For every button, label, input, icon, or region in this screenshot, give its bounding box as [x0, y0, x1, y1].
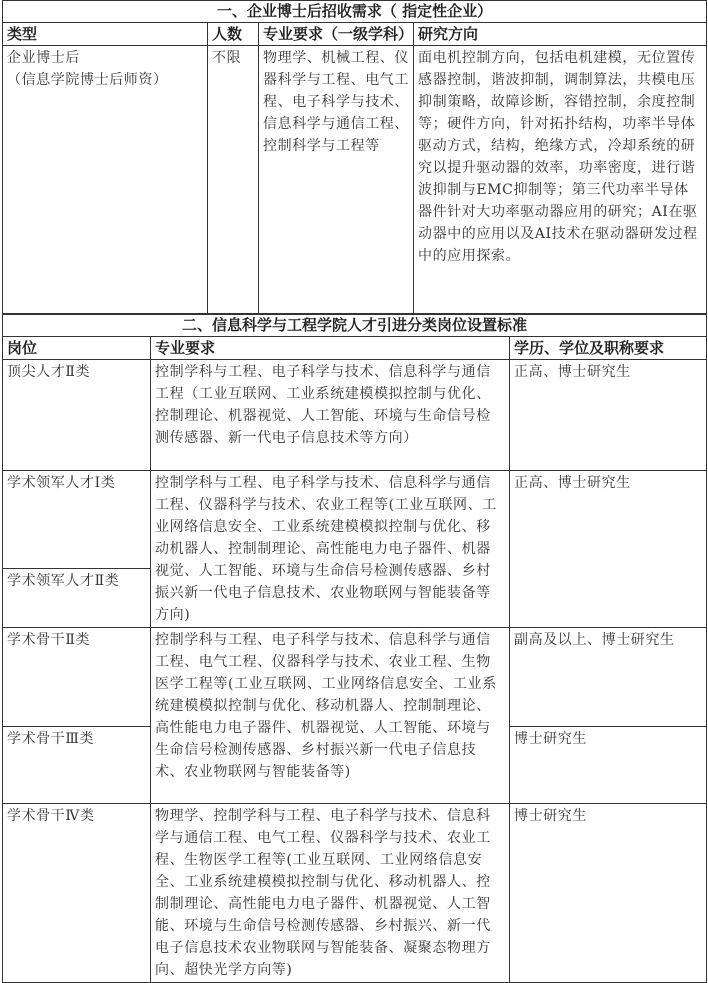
- req-backbone-3: 博士研究生: [510, 727, 707, 804]
- header-type: 类型: [3, 23, 208, 46]
- header-degree-req: 学历、学位及职称要求: [510, 337, 707, 360]
- req-backbone-2: 副高及以上、博士研究生: [510, 628, 707, 727]
- section1-title: 一、企业博士后招收需求（ 指定性企业）: [3, 1, 707, 23]
- post-leader-1: 学术领军人才Ⅰ类: [3, 471, 151, 569]
- postdoc-majors: 物理学、机械工程、仪器科学与工程、电气工程、电子科学与技术、信息科学与通信工程、控制科学与工程等: [259, 46, 414, 314]
- header-major: 专业要求（一级学科）: [259, 23, 414, 46]
- postdoc-direction: 面电机控制方向，包括电机建模，无位置传感器控制，谐波抑制，调制算法，共模电压抑制策略，故障诊断，容错控制，余度控制等；硬件方向，针对拓扑结构，功率半导体驱动方式，结构，绝缘方式，冷却系统的研究以提升驱动器的效率，功率密度，进行谐波抑制与EMC抑制等；第三代功率半导体器件针对大功率驱动器应用的研究；AI在驱动器中的应用以及AI技术在驱动器研发过程中的应用探索。: [414, 46, 707, 314]
- req-leader: 正高、博士研究生: [510, 471, 707, 628]
- position-standards-table: [2, 314, 707, 983]
- header-count: 人数: [208, 23, 259, 46]
- header-major-req: 专业要求: [151, 337, 510, 360]
- major-leader: 控制学科与工程、电子科学与技术、信息科学与通信工程、仪器科学与技术、农业工程等(工业互联网、工业网络信息安全、工业系统建模模拟控制与优化、移动机器人、控制制理论、高性能电力电子器件、机器视觉、人工智能、环境与生命信号检测传感器、乡村振兴新一代电子信息技术、农业物联网与智能装备等方向): [151, 471, 510, 628]
- major-backbone: 控制学科与工程、电子科学与技术、信息科学与通信工程、电气工程、仪器科学与技术、农业工程、生物医学工程等(工业互联网、工业网络信息安全、工业系统建模模拟控制与优化、移动机器人、控制制理论、高性能电力电子器件、机器视觉、人工智能、环境与生命信号检测传感器、乡村振兴新一代电子信息技术、农业物联网与智能装备等): [151, 628, 510, 804]
- post-top-talent-2: 顶尖人才Ⅱ类: [3, 360, 151, 471]
- post-backbone-2: 学术骨干Ⅱ类: [3, 628, 151, 727]
- req-top-talent-2: 正高、博士研究生: [510, 360, 707, 471]
- postdoc-count: 不限: [208, 46, 259, 314]
- post-leader-2: 学术领军人才Ⅱ类: [3, 568, 151, 627]
- postdoc-type: 企业博士后: [7, 50, 80, 66]
- req-backbone-4: 博士研究生: [510, 804, 707, 983]
- header-post: 岗位: [3, 337, 151, 360]
- major-top-talent-2: 控制学科与工程、电子科学与技术、信息科学与通信工程（工业互联网、工业系统建模模拟控制与优化、控制理论、机器视觉、人工智能、环境与生命信号检测传感器、新一代电子信息技术等方向）: [151, 360, 510, 471]
- postdoc-type-cell: [3, 46, 208, 314]
- recruitment-table: [2, 0, 707, 314]
- post-backbone-4: 学术骨干Ⅳ类: [3, 804, 151, 983]
- postdoc-type-note: （信息学院博士后师资）: [7, 72, 168, 88]
- section2-title: 二、信息科学与工程学院人才引进分类岗位设置标准: [3, 315, 707, 337]
- major-backbone-4: 物理学、控制学科与工程、电子科学与技术、信息科学与通信工程、电气工程、仪器科学与技术、农业工程、生物医学工程等(工业互联网、工业网络信息安全、工业系统建模模拟控制与优化、移动机器人、控制制理论、高性能电力电子器件、机器视觉、人工智能、环境与生命信号检测传感器、乡村振兴、新一代电子信息技术农业物联网与智能装备、凝聚态物理方向、超快光学方向等): [151, 804, 510, 983]
- header-direction: 研究方向: [414, 23, 707, 46]
- post-backbone-3: 学术骨干Ⅲ类: [3, 727, 151, 804]
